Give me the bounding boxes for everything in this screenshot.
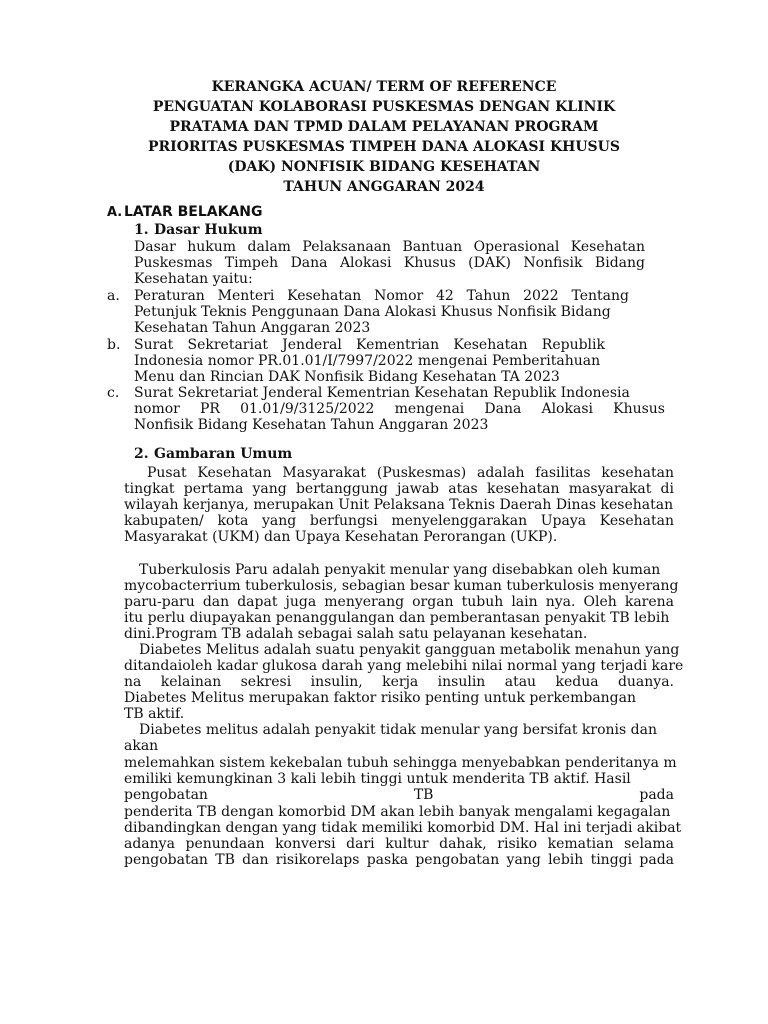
paragraph-line: Diabetes melitus adalah penyakit tidak menular yang bersifat kronis dan: [139, 722, 657, 738]
list-item-line: Menu dan Rincian DAK Nonfisik Bidang Kesehatan TA 2023: [134, 369, 560, 385]
paragraph-line: pengobatan TB dan risikorelaps paska pengobatan yang lebih tinggi pada: [124, 852, 674, 868]
document-title: [0, 77, 768, 197]
paragraph-line: adanya penundaan konversi dari kultur dahak, risiko kematian selama: [124, 836, 674, 852]
title-line: KERANGKA ACUAN/ TERM OF REFERENCE: [211, 79, 557, 95]
list-marker: a.: [107, 288, 120, 304]
paragraph-line: TB aktif.: [124, 706, 185, 722]
list-item-line: Kesehatan Tahun Anggaran 2023: [134, 320, 371, 336]
paragraph-line: Puskesmas Timpeh Dana Alokasi Khusus (DAK) Nonfisik Bidang: [134, 255, 645, 271]
paragraph-line: emiliki kemungkinan 3 kali lebih tinggi untuk menderita TB aktif. Hasil: [124, 771, 631, 787]
paragraph-line: kabupaten/ kota yang berfungsi menyelenggarakan Upaya Kesehatan: [124, 513, 674, 529]
section-heading: LATAR BELAKANG: [124, 204, 263, 220]
paragraph-line: tingkat pertama yang bertanggung jawab atas kesehatan masyarakat di: [124, 481, 674, 497]
paragraph-line: dini.Program TB adalah sebagai salah satu pelayanan kesehatan.: [124, 626, 588, 642]
list-item-line: Petunjuk Teknis Penggunaan Dana Alokasi Khusus Nonfisik Bidang: [134, 304, 611, 320]
title-line: PRATAMA DAN TPMD DALAM PELAYANAN PROGRAM: [169, 119, 599, 135]
paragraph-line: wilayah kerjanya, merupakan Unit Pelaksana Teknis Daerah Dinas kesehatan: [124, 497, 674, 513]
list-item-line: Peraturan Menteri Kesehatan Nomor 42 Tahun 2022 Tentang: [134, 288, 629, 304]
list-item-line: Nonfisik Bidang Kesehatan Tahun Anggaran 2023: [134, 417, 489, 433]
paragraph-line: penderita TB dengan komorbid DM akan lebih banyak mengalami kegagalan: [124, 804, 671, 820]
list-marker: c.: [107, 385, 120, 401]
list-item-line: Surat Sekretariat Jenderal Kementrian Kesehatan Republik: [134, 337, 605, 353]
paragraph-line: na kelainan sekresi insulin, kerja insulin atau kedua duanya.: [124, 674, 674, 690]
paragraph-line: Masyarakat (UKM) dan Upaya Kesehatan Perorangan (UKP).: [124, 529, 558, 545]
paragraph-line: paru-paru dan dapat juga menyerang organ tubuh lain nya. Oleh karena: [124, 594, 674, 610]
paragraph-line: Dasar hukum dalam Pelaksanaan Bantuan Operasional Kesehatan: [134, 239, 645, 255]
subsection-number: 2.: [134, 446, 149, 462]
title-line: PRIORITAS PUSKESMAS TIMPEH DANA ALOKASI KHUSUS: [148, 139, 620, 155]
paragraph-line: Tuberkulosis Paru adalah penyakit menular yang disebabkan oleh kuman: [139, 562, 661, 578]
list-item-line: nomor PR 01.01/9/3125/2022 mengenai Dana Alokasi Khusus: [134, 401, 665, 417]
paragraph-line: ditandaioleh kadar glukosa darah yang melebihi nilai normal yang terjadi kare: [124, 658, 684, 674]
subsection-number: 1.: [134, 222, 149, 238]
paragraph-line: dibandingkan dengan yang tidak memiliki komorbid DM. Hal ini terjadi akibat: [124, 820, 682, 836]
paragraph-line: pengobatan TB pada: [124, 787, 674, 803]
section-marker: A.: [107, 205, 123, 220]
list-marker: b.: [107, 337, 121, 353]
paragraph-line: Kesehatan yaitu:: [134, 271, 253, 287]
list-item-line: Indonesia nomor PR.01.01/I/7997/2022 mengenai Pemberitahuan: [134, 353, 601, 369]
paragraph-line: Diabetes Melitus adalah suatu penyakit gangguan metabolik menahun yang: [139, 642, 680, 658]
paragraph-line: akan: [124, 738, 159, 754]
subsection-heading: Dasar Hukum: [154, 222, 263, 238]
title-line: TAHUN ANGGARAN 2024: [283, 179, 485, 195]
paragraph-line: Pusat Kesehatan Masyarakat (Puskesmas) adalah fasilitas kesehatan: [147, 465, 674, 481]
title-line: (DAK) NONFISIK BIDANG KESEHATAN: [227, 159, 541, 175]
subsection-heading: Gambaran Umum: [154, 446, 293, 462]
paragraph-line: melemahkan sistem kekebalan tubuh sehingga menyebabkan penderitanya m: [124, 755, 677, 771]
list-item-line: Surat Sekretariat Jenderal Kementrian Kesehatan Republik Indonesia: [134, 385, 630, 401]
paragraph-line: Diabetes Melitus merupakan faktor risiko penting untuk perkembangan: [124, 690, 637, 706]
title-line: PENGUATAN KOLABORASI PUSKESMAS DENGAN KLINIK: [152, 99, 616, 115]
paragraph-line: mycobacterrium tuberkulosis, sebagian besar kuman tuberkulosis menyerang: [124, 578, 679, 594]
paragraph-line: itu perlu diupayakan penanggulangan dan pemberantasan penyakit TB lebih: [124, 610, 670, 626]
